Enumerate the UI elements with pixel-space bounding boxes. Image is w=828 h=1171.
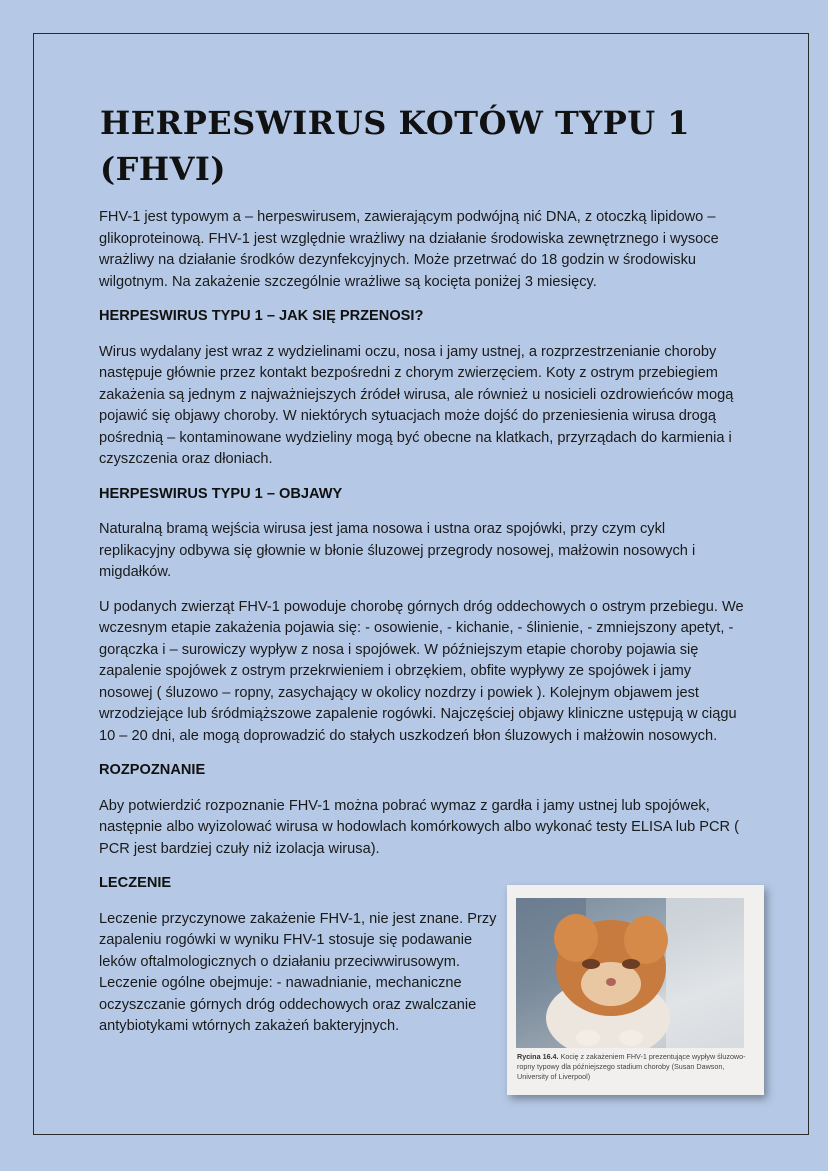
section-heading-diagnosis: ROZPOZNANIE bbox=[99, 762, 206, 778]
page-title bbox=[100, 100, 760, 192]
symptoms-paragraph-1: Naturalną bramą wejścia wirusa jest jama nosowa i ustna oraz spojówki, przy czym cykl replikacyjny odbywa się głownie w błonie śluzowej przegrody nosowej, małżowin nosowych i migdałków. bbox=[99, 521, 696, 580]
intro-paragraph: FHV-1 jest typowym a – herpeswirusem, zawierającym podwójną nić DNA, z otoczką lipidowo – glikoproteinową. FHV-1 jest względnie wrażliwy na działanie środowiska zewnętrznego i wysoce wrażliwy na działanie środków dezynfekcyjnych. Może przetrwać do 18 godzin w środowisku wilgotnym. Na zakażenie szczególnie wrażliwe są kocięta poniżej 3 miesięcy. bbox=[99, 209, 719, 290]
symptoms-paragraph-2: U podanych zwierząt FHV-1 powoduje chorobę górnych dróg oddechowych o ostrym przebiegu. We wczesnym etapie zakażenia pojawia się: - osowienie, - kichanie, - ślinienie, - zmniejszony apetyt, - gorączka i – surowiczy wypływ z nosa i spojówek. W późniejszym etapie choroby pojawia się zapalenie spojówek z ostrym przekrwieniem i obrzękiem, obfite wypływy ze spojówek i jamy nosowej ( śluzowo – ropny, zasychający w okolicy nozdrzy i powiek ). Kolejnym objawem jest wrzodziejące lub śródmiąższowe zapalenie rogówki. Najczęściej objawy kliniczne ustępują w ciągu 10 – 20 dni, ale mogą doprowadzić do stałych uszkodzeń błon śluzowych i małżowin nosowych. bbox=[99, 598, 744, 744]
transmission-paragraph: Wirus wydalany jest wraz z wydzielinami oczu, nosa i jamy ustnej, a rozprzestrzenianie choroby następuje głównie przez kontakt bezpośredni z chorym zwierzęciem. Koty z ostrym przebiegiem zakażenia są jednym z najważniejszych źródeł wirusa, ale również u nosicieli ozdrowieńców mogą pojawić się objawy choroby. W niektórych sytuacjach może dojść do przeniesienia wirusa drogą pośrednią – kontaminowane wydzieliny mogą być obecne na klatkach, przyrządach do karmienia i czyszczenia oraz dłoniach. bbox=[99, 343, 734, 467]
kitten-illustration bbox=[516, 898, 744, 1048]
section-heading-treatment: LECZENIE bbox=[99, 875, 172, 891]
figure-caption bbox=[517, 1052, 757, 1082]
section-heading-symptoms: HERPESWIRUS TYPU 1 – OBJAWY bbox=[99, 485, 343, 502]
figure-kitten bbox=[507, 885, 764, 1095]
treatment-paragraph: Leczenie przyczynowe zakażenie FHV-1, nie jest znane. Przy zapaleniu rogówki w wyniku FHV-1 stosuje się podawanie leków oftalmologicznych o działaniu przeciwwirusowym. Leczenie ogólne obejmuje: - nawadnianie, mechaniczne oczyszczanie górnych dróg oddechowych oraz zwalczanie antybiotykami wtórnych zakażeń bakteryjnych. bbox=[99, 910, 497, 1034]
figure-label: Rycina 16.4. bbox=[517, 1052, 559, 1061]
figure-caption-text: Kocię z zakażeniem FHV-1 prezentujące wypływ śluzowo-ropny typowy dla późniejszego stadium choroby (Susan Dawson, University of Liverpool) bbox=[517, 1052, 746, 1081]
diagnosis-paragraph: Aby potwierdzić rozpoznanie FHV-1 można pobrać wymaz z gardła i jamy ustnej lub spojówek, następnie albo wyizolować wirusa w hodowlach komórkowych albo wykonać testy ELISA lub PCR ( PCR jest bardziej czuły niż izolacja wirusa). bbox=[99, 797, 739, 857]
title-line-2: (FHVI) bbox=[100, 150, 227, 188]
section-heading-transmission: HERPESWIRUS TYPU 1 – JAK SIĘ PRZENOSI? bbox=[99, 308, 424, 324]
kitten-photo bbox=[516, 898, 744, 1048]
title-line-1: HERPESWIRUS KOTÓW TYPU 1 bbox=[100, 104, 691, 142]
